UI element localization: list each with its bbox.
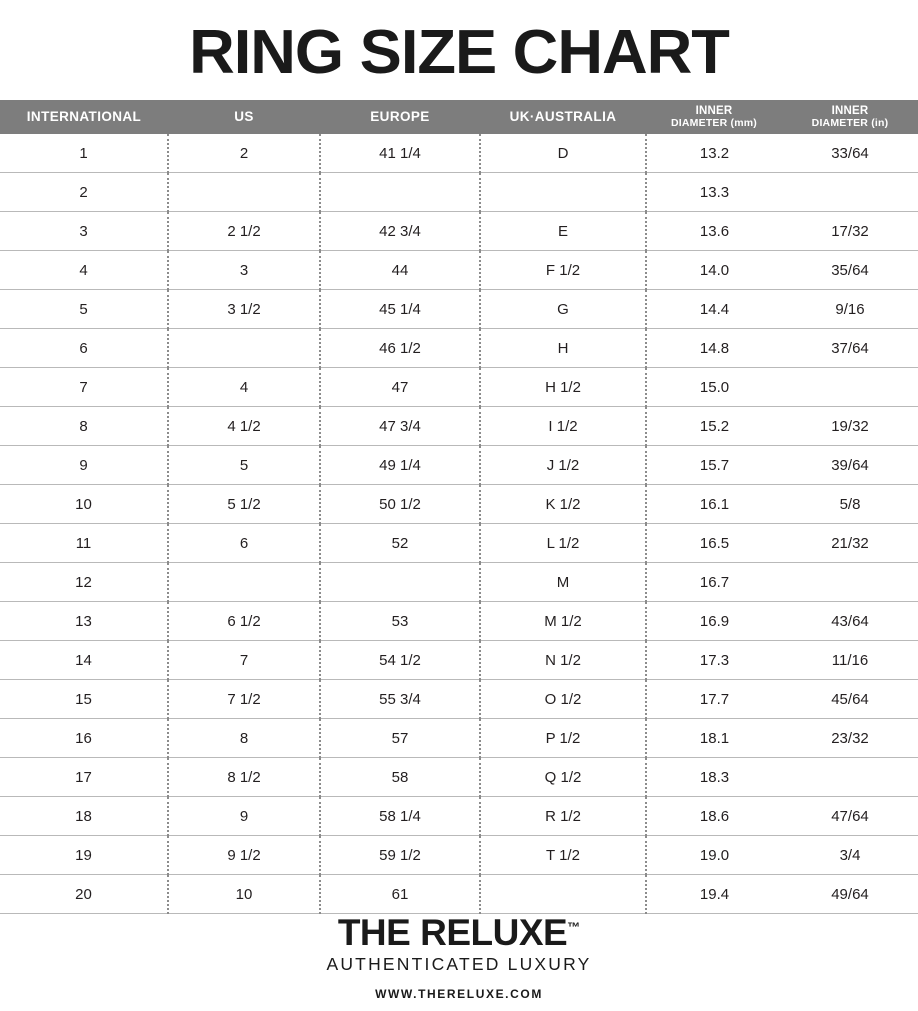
table-cell: 19.0 (646, 836, 782, 875)
table-row (0, 563, 918, 602)
table-cell: 17.3 (646, 641, 782, 680)
table-cell: 47 3/4 (320, 407, 480, 446)
table-cell: 58 (320, 758, 480, 797)
table-cell: 54 1/2 (320, 641, 480, 680)
table-cell: 6 1/2 (168, 602, 320, 641)
table-cell: 47/64 (782, 797, 918, 836)
table-cell: F 1/2 (480, 251, 646, 290)
table-cell (168, 563, 320, 602)
table-cell: 41 1/4 (320, 134, 480, 173)
table-cell: 57 (320, 719, 480, 758)
table-cell: 9/16 (782, 290, 918, 329)
table-cell: 3 (168, 251, 320, 290)
table-cell: 4 (168, 368, 320, 407)
column-header-inner-diameter-mm: INNER DIAMETER (mm) (646, 100, 782, 134)
table-row (0, 836, 918, 875)
table-cell: 21/32 (782, 524, 918, 563)
table-cell (168, 329, 320, 368)
table-cell: 9 1/2 (168, 836, 320, 875)
table-row (0, 407, 918, 446)
table-cell: 13 (0, 602, 168, 641)
table-cell: 53 (320, 602, 480, 641)
footer (0, 914, 918, 1011)
column-header-us: US (168, 100, 320, 134)
table-row (0, 368, 918, 407)
table-cell: 45/64 (782, 680, 918, 719)
table-cell: 14 (0, 641, 168, 680)
table-cell: 58 1/4 (320, 797, 480, 836)
table-cell: 18.6 (646, 797, 782, 836)
table-cell: 7 1/2 (168, 680, 320, 719)
column-header-europe: EUROPE (320, 100, 480, 134)
table-cell: M 1/2 (480, 602, 646, 641)
table-cell: 45 1/4 (320, 290, 480, 329)
table-cell: 12 (0, 563, 168, 602)
table-cell: T 1/2 (480, 836, 646, 875)
table-row (0, 602, 918, 641)
table-cell: 44 (320, 251, 480, 290)
table-cell: H 1/2 (480, 368, 646, 407)
table-cell: 39/64 (782, 446, 918, 485)
brand-tagline: AUTHENTICATED LUXURY (326, 953, 592, 974)
table-cell: 2 (0, 173, 168, 212)
table-cell (480, 875, 646, 914)
table-cell: P 1/2 (480, 719, 646, 758)
table-cell: 5 (168, 446, 320, 485)
table-row (0, 758, 918, 797)
table-row (0, 680, 918, 719)
table-cell: 20 (0, 875, 168, 914)
table-cell (782, 563, 918, 602)
column-header-uk-australia: UK·AUSTRALIA (480, 100, 646, 134)
column-header-international: INTERNATIONAL (0, 100, 168, 134)
table-body (0, 134, 918, 914)
table-cell: D (480, 134, 646, 173)
table-cell: 49 1/4 (320, 446, 480, 485)
table-cell: 18.3 (646, 758, 782, 797)
table-cell: 19.4 (646, 875, 782, 914)
table-cell: 11 (0, 524, 168, 563)
table-cell: 46 1/2 (320, 329, 480, 368)
table-cell: 18.1 (646, 719, 782, 758)
table-cell: 61 (320, 875, 480, 914)
table-cell: 5 (0, 290, 168, 329)
table-cell: 10 (0, 485, 168, 524)
table-row (0, 446, 918, 485)
table-cell: 14.8 (646, 329, 782, 368)
table-cell: 16.1 (646, 485, 782, 524)
table-cell: 8 1/2 (168, 758, 320, 797)
table-row (0, 485, 918, 524)
table-cell: 4 (0, 251, 168, 290)
table-cell: 3 1/2 (168, 290, 320, 329)
table-cell: 16.7 (646, 563, 782, 602)
table-cell (782, 173, 918, 212)
trademark-symbol: ™ (567, 919, 581, 935)
table-cell: O 1/2 (480, 680, 646, 719)
column-header-inner-diameter-in: INNER DIAMETER (in) (782, 100, 918, 134)
brand-name: THE RELUXE™ (337, 912, 581, 953)
table-cell: 33/64 (782, 134, 918, 173)
table-row (0, 290, 918, 329)
table-cell: 18 (0, 797, 168, 836)
table-cell: 9 (168, 797, 320, 836)
table-cell: 7 (0, 368, 168, 407)
table-cell: 3/4 (782, 836, 918, 875)
table-row (0, 641, 918, 680)
table-cell: Q 1/2 (480, 758, 646, 797)
table-cell: 11/16 (782, 641, 918, 680)
table-cell (320, 563, 480, 602)
table-cell (168, 173, 320, 212)
table-cell: 16 (0, 719, 168, 758)
table-cell: 37/64 (782, 329, 918, 368)
table-row (0, 719, 918, 758)
table-row (0, 524, 918, 563)
table-cell: 50 1/2 (320, 485, 480, 524)
table-cell: 55 3/4 (320, 680, 480, 719)
table-cell: 6 (168, 524, 320, 563)
table-cell: 15.2 (646, 407, 782, 446)
table-cell: M (480, 563, 646, 602)
table-cell: 13.2 (646, 134, 782, 173)
table-cell: 42 3/4 (320, 212, 480, 251)
table-cell: 49/64 (782, 875, 918, 914)
table-cell: H (480, 329, 646, 368)
table-header (0, 100, 918, 134)
table-header-row (0, 100, 918, 134)
table-cell: 47 (320, 368, 480, 407)
table-cell: 16.5 (646, 524, 782, 563)
table-cell: R 1/2 (480, 797, 646, 836)
table-cell: 17.7 (646, 680, 782, 719)
table-cell: 13.3 (646, 173, 782, 212)
table-cell: 15.7 (646, 446, 782, 485)
table-cell: 19 (0, 836, 168, 875)
brand-url: WWW.THERELUXE.COM (375, 986, 543, 1001)
table-cell: L 1/2 (480, 524, 646, 563)
table-row (0, 212, 918, 251)
table-cell: 59 1/2 (320, 836, 480, 875)
table-cell: 5 1/2 (168, 485, 320, 524)
table-cell: 14.4 (646, 290, 782, 329)
table-cell: 35/64 (782, 251, 918, 290)
table-cell: 43/64 (782, 602, 918, 641)
table-row (0, 251, 918, 290)
table-cell: 19/32 (782, 407, 918, 446)
table-cell: 9 (0, 446, 168, 485)
table-cell: 10 (168, 875, 320, 914)
table-cell: 8 (0, 407, 168, 446)
table-cell: 23/32 (782, 719, 918, 758)
table-cell: 17/32 (782, 212, 918, 251)
table-cell: E (480, 212, 646, 251)
table-cell: 8 (168, 719, 320, 758)
table-cell: 16.9 (646, 602, 782, 641)
table-cell: 3 (0, 212, 168, 251)
table-cell: I 1/2 (480, 407, 646, 446)
table-cell: 4 1/2 (168, 407, 320, 446)
table-cell: J 1/2 (480, 446, 646, 485)
table-row (0, 797, 918, 836)
table-row (0, 329, 918, 368)
table-cell: G (480, 290, 646, 329)
table-cell (782, 368, 918, 407)
table-cell (782, 758, 918, 797)
table-cell: 15 (0, 680, 168, 719)
table-cell: 14.0 (646, 251, 782, 290)
page-title: RING SIZE CHART (189, 18, 729, 87)
table-cell: 7 (168, 641, 320, 680)
table-cell (320, 173, 480, 212)
table-cell: 1 (0, 134, 168, 173)
table-cell: 15.0 (646, 368, 782, 407)
table-cell: 6 (0, 329, 168, 368)
table-cell: N 1/2 (480, 641, 646, 680)
table-row (0, 875, 918, 914)
table-row (0, 134, 918, 173)
table-cell: K 1/2 (480, 485, 646, 524)
table-cell: 2 1/2 (168, 212, 320, 251)
table-cell (480, 173, 646, 212)
table-cell: 2 (168, 134, 320, 173)
table-cell: 5/8 (782, 485, 918, 524)
table-row (0, 173, 918, 212)
table-cell: 17 (0, 758, 168, 797)
table-cell: 13.6 (646, 212, 782, 251)
ring-size-table (0, 100, 918, 914)
table-cell: 52 (320, 524, 480, 563)
